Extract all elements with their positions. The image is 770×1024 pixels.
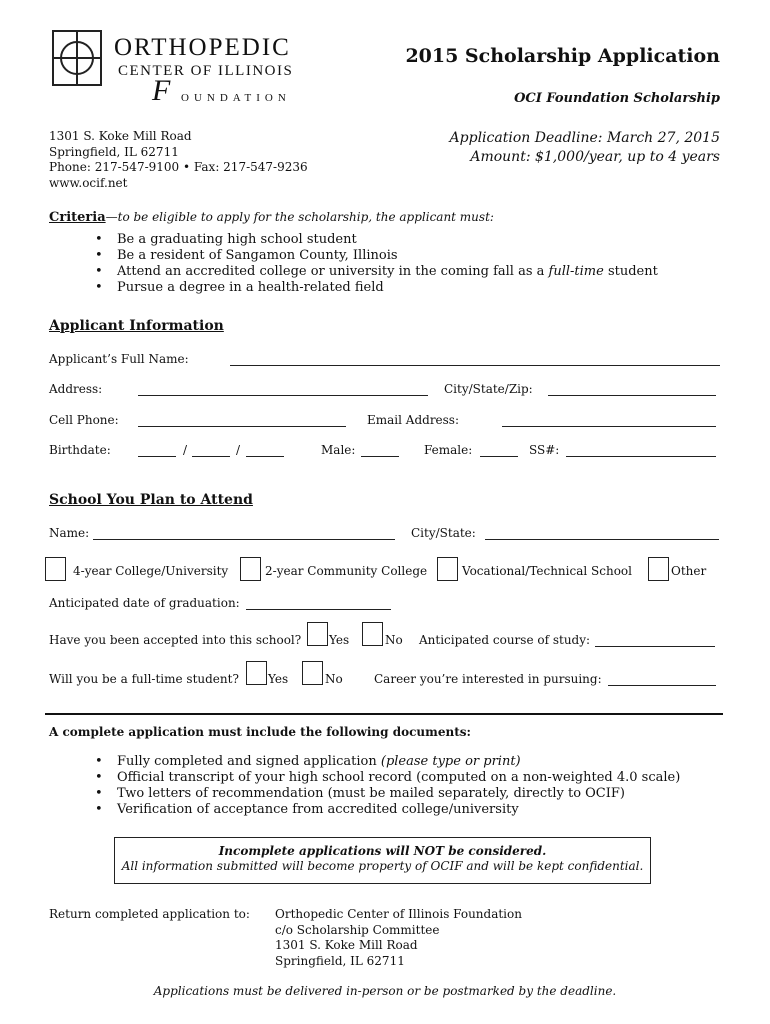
fulltime-no-label: No — [325, 672, 343, 686]
logo-initial: F — [152, 74, 171, 107]
logo-cross-icon — [54, 32, 100, 84]
grad-date-field[interactable] — [246, 609, 391, 610]
city-state-zip-field[interactable] — [548, 395, 716, 396]
return-address — [275, 907, 522, 969]
birth-day-field[interactable] — [192, 456, 230, 457]
option-4year-label: 4-year College/University — [73, 564, 229, 578]
section-divider — [45, 713, 723, 715]
return-line: Orthopedic Center of Illinois Foundation — [275, 907, 522, 921]
applicant-heading: Applicant Information — [49, 318, 224, 334]
ssn-field[interactable] — [566, 456, 716, 457]
ssn-label: SS#: — [529, 443, 560, 457]
return-line: c/o Scholarship Committee — [275, 922, 440, 937]
birth-year-field[interactable] — [246, 456, 284, 457]
logo-line1: ORTHOPEDIC — [114, 34, 291, 61]
address-label: Address: — [49, 382, 103, 396]
option-other-label: Other — [671, 564, 707, 578]
page-subtitle: OCI Foundation Scholarship — [514, 91, 720, 106]
documents-heading: A complete application must include the following documents: — [49, 725, 471, 739]
criteria-item: • Be a graduating high school student — [95, 232, 658, 248]
notice-box — [114, 837, 651, 884]
logo-line2: CENTER OF ILLINOIS — [118, 63, 294, 79]
birthdate-label: Birthdate: — [49, 443, 111, 457]
amount: Amount: $1,000/year, up to 4 years — [470, 149, 720, 165]
deadline: Application Deadline: March 27, 2015 — [449, 130, 720, 146]
career-field[interactable] — [608, 685, 716, 686]
career-label: Career you’re interested in pursuing: — [374, 672, 602, 686]
female-label: Female: — [424, 443, 473, 457]
notice-line1: Incomplete applications will NOT be considered. — [218, 844, 547, 858]
document-item: • Two letters of recommendation (must be mailed separately, directly to OCIF) — [95, 786, 680, 802]
email-label: Email Address: — [367, 413, 460, 427]
contact-phone: Phone: 217-547-9100 • Fax: 217-547-9236 — [49, 160, 308, 174]
date-slash: / — [183, 443, 188, 457]
criteria-intro: —to be eligible to apply for the scholarship, the applicant must: — [105, 210, 494, 224]
checkbox-fulltime-yes[interactable] — [246, 661, 267, 685]
school-heading: School You Plan to Attend — [49, 492, 253, 508]
accepted-yes-label: Yes — [329, 633, 350, 647]
accepted-no-label: No — [385, 633, 403, 647]
return-label: Return completed application to: — [49, 907, 250, 921]
checkbox-accepted-yes[interactable] — [307, 622, 328, 646]
school-name-field[interactable] — [93, 539, 395, 540]
male-label: Male: — [321, 443, 356, 457]
cell-phone-label: Cell Phone: — [49, 413, 119, 427]
school-name-label: Name: — [49, 526, 90, 540]
cell-phone-field[interactable] — [138, 426, 346, 427]
documents-list — [95, 754, 680, 818]
school-city-state-field[interactable] — [485, 539, 719, 540]
checkbox-2year[interactable] — [240, 557, 261, 581]
contact-address: 1301 S. Koke Mill Road — [49, 129, 192, 143]
checkbox-4year[interactable] — [45, 557, 66, 581]
grad-date-label: Anticipated date of graduation: — [49, 596, 240, 610]
fulltime-yes-label: Yes — [268, 672, 289, 686]
city-state-zip-label: City/State/Zip: — [444, 382, 533, 396]
checkbox-other[interactable] — [648, 557, 669, 581]
notice-line2: All information submitted will become property of OCIF and will be kept confidential. — [121, 859, 644, 873]
address-field[interactable] — [138, 395, 428, 396]
return-line: 1301 S. Koke Mill Road — [275, 938, 418, 952]
option-vocational-label: Vocational/Technical School — [462, 564, 632, 578]
logo-line3: OUNDATION — [181, 92, 291, 104]
document-item: • Verification of acceptance from accredited college/university — [95, 802, 680, 818]
school-city-state-label: City/State: — [411, 526, 476, 540]
document-item: • Official transcript of your high school record (computed on a non-weighted 4.0 scale) — [95, 770, 680, 786]
return-line: Springfield, IL 62711 — [275, 953, 405, 968]
option-2year-label: 2-year Community College — [265, 564, 428, 578]
email-field[interactable] — [502, 426, 716, 427]
full-name-label: Applicant’s Full Name: — [49, 352, 189, 366]
course-field[interactable] — [595, 646, 715, 647]
course-label: Anticipated course of study: — [419, 633, 591, 647]
contact-block — [49, 129, 308, 191]
contact-city: Springfield, IL 62711 — [49, 144, 179, 159]
document-item: • Fully completed and signed application (please type or print) — [95, 754, 680, 770]
full-name-field[interactable] — [230, 365, 720, 366]
criteria-item: • Pursue a degree in a health-related field — [95, 280, 658, 296]
criteria-label: Criteria — [49, 210, 106, 225]
page-title: 2015 Scholarship Application — [405, 45, 720, 67]
criteria-list — [95, 232, 658, 296]
accepted-question: Have you been accepted into this school? — [49, 633, 302, 647]
criteria-item: • Attend an accredited college or university in the coming fall as a full-time student — [95, 264, 658, 280]
logo-mark — [52, 30, 102, 86]
criteria-header — [49, 210, 494, 225]
checkbox-accepted-no[interactable] — [362, 622, 383, 646]
birth-month-field[interactable] — [138, 456, 176, 457]
checkbox-fulltime-no[interactable] — [302, 661, 323, 685]
criteria-item: • Be a resident of Sangamon County, Illinois — [95, 248, 658, 264]
contact-web[interactable]: www.ocif.net — [49, 175, 128, 190]
date-slash: / — [236, 443, 241, 457]
fulltime-question: Will you be a full-time student? — [49, 672, 239, 686]
female-field[interactable] — [480, 456, 518, 457]
checkbox-vocational[interactable] — [437, 557, 458, 581]
footer-note: Applications must be delivered in-person or be postmarked by the deadline. — [153, 984, 617, 998]
male-field[interactable] — [361, 456, 399, 457]
